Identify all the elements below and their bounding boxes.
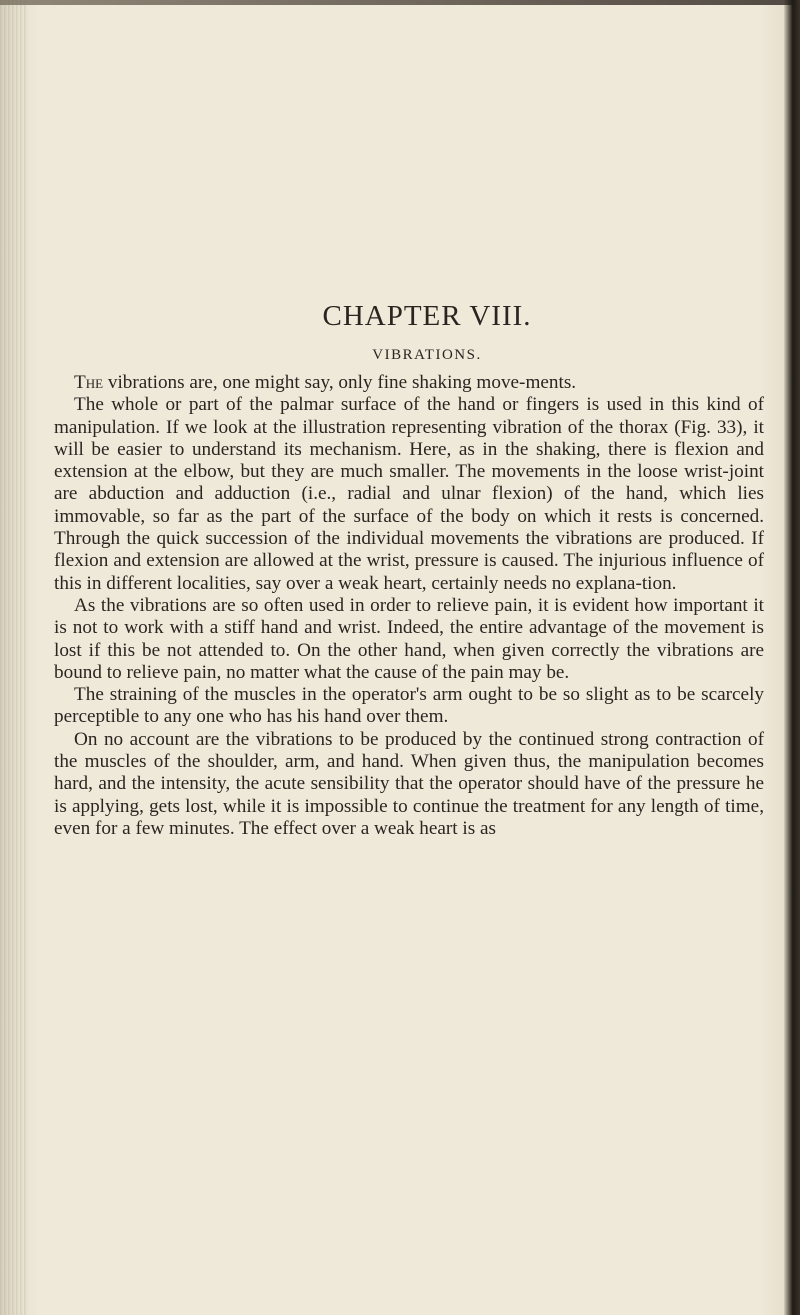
paragraph-2: The whole or part of the palmar surface of the hand or fingers is used in this kind of manipulation. If we look at the illustration representing vibration of the thorax (Fig. 33), it will be easier to understand its mechanism. Here, as in the shaking, there is flexion and extension at the elbow, but they are much smaller. The movements in the loose wrist-joint are abduction and adduction (i.e., radial and ulnar flexion) of the hand, which lies immovable, so far as the part of the surface of the body on which it rests is concerned. Through the quick succession of the individual movements the vibrations are produced. If flexion and extension are allowed at the wrist, pressure is caused. The injurious influence of this in different localities, say over a weak heart, certainly needs no explana-tion. <box>54 394 764 594</box>
page-content <box>54 300 764 840</box>
page-right-edge <box>784 0 800 1315</box>
page-top-edge <box>0 0 800 5</box>
section-title: VIBRATIONS. <box>372 347 482 363</box>
paragraph-text: vibrations are, one might say, only fine shaking move-ments. <box>103 372 577 393</box>
page-gutter <box>0 0 28 1315</box>
body-text <box>54 372 764 840</box>
chapter-title: CHAPTER VIII. <box>322 300 532 332</box>
paragraph-1 <box>54 372 764 394</box>
paragraph-lead-word: The <box>74 372 104 393</box>
paragraph-5: On no account are the vibrations to be produced by the continued strong contraction of the muscles of the shoulder, arm, and hand. When given thus, the manipulation becomes hard, and the intensity, the acute sensibility that the operator should have of the pressure he is applying, gets lost, while it is impossible to continue the treatment for any length of time, even for a few minutes. The effect over a weak heart is as <box>54 728 764 839</box>
paragraph-4: The straining of the muscles in the operator's arm ought to be so slight as to be scarcely perceptible to any one who has his hand over them. <box>54 684 764 728</box>
paragraph-3: As the vibrations are so often used in order to relieve pain, it is evident how important it is not to work with a stiff hand and wrist. Indeed, the entire advantage of the movement is lost if this be not attended to. On the other hand, when given correctly the vibrations are bound to relieve pain, no matter what the cause of the pain may be. <box>54 594 764 683</box>
